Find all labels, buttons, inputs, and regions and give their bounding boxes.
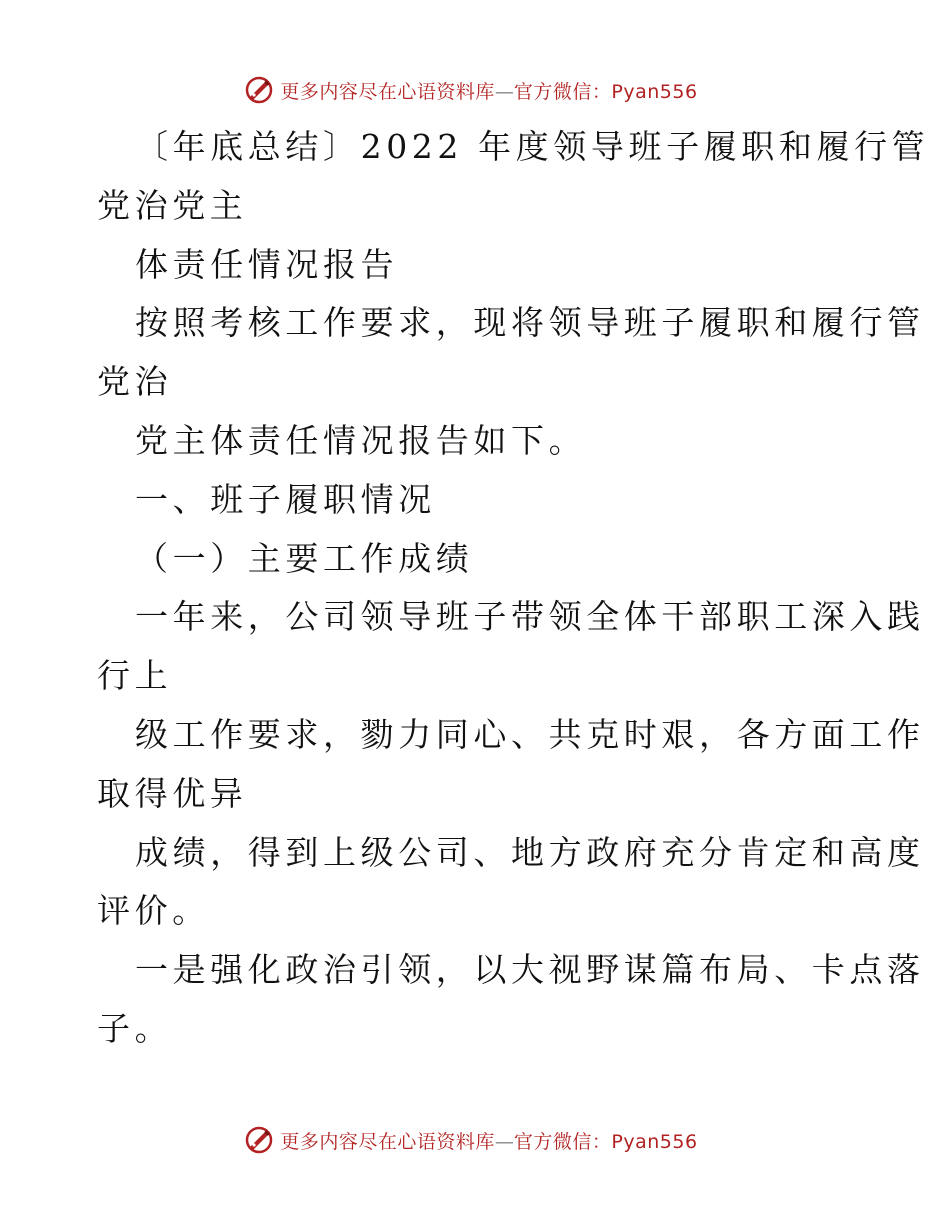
text-line: 党主体责任情况报告如下。 [135,420,587,460]
text-line: 取得优异 [97,773,248,813]
watermark-main-text: 更多内容尽在心语资料库 [280,1130,495,1153]
text-line: 评价。 [97,891,210,931]
text-line: 级工作要求，勠力同心、共克时艰，各方面工作 [135,714,925,754]
text-line: 一年来，公司领导班子带领全体干部职工深入践 [135,597,925,637]
text-line: 成绩，得到上级公司、地方政府充分肯定和高度 [135,832,925,872]
text-line: 行上 [97,656,173,696]
text-line: 党治党主 [97,185,248,225]
text-line: 〔年底总结〕2022 年度领导班子履职和履行管 [135,127,930,166]
watermark-wechat-text: 官方微信：Pyan556 [513,1130,698,1153]
text-line: 体责任情况报告 [135,244,399,284]
footer-watermark [0,1120,950,1160]
pen-seal-icon [244,75,274,105]
text-line: 按照考核工作要求，现将领导班子履职和履行管 [135,303,925,343]
text-line: 一、班子履职情况 [135,479,436,519]
pen-seal-icon [244,1125,274,1155]
watermark-text [280,1127,697,1154]
text-line: 一是强化政治引领，以大视野谋篇布局、卡点落 [135,950,925,990]
watermark-wechat-text: 官方微信：Pyan556 [513,80,698,103]
watermark-main-text: 更多内容尽在心语资料库 [280,80,495,103]
watermark-text [280,77,697,104]
watermark-group [244,75,697,105]
text-line: （一）主要工作成绩 [135,538,474,578]
text-line: 党治 [97,362,173,402]
text-line: 子。 [97,1008,173,1048]
watermark-group [244,1125,697,1155]
header-watermark [0,70,950,110]
document-body [97,118,930,1059]
watermark-separator: — [494,1130,514,1153]
watermark-separator: — [494,80,514,103]
